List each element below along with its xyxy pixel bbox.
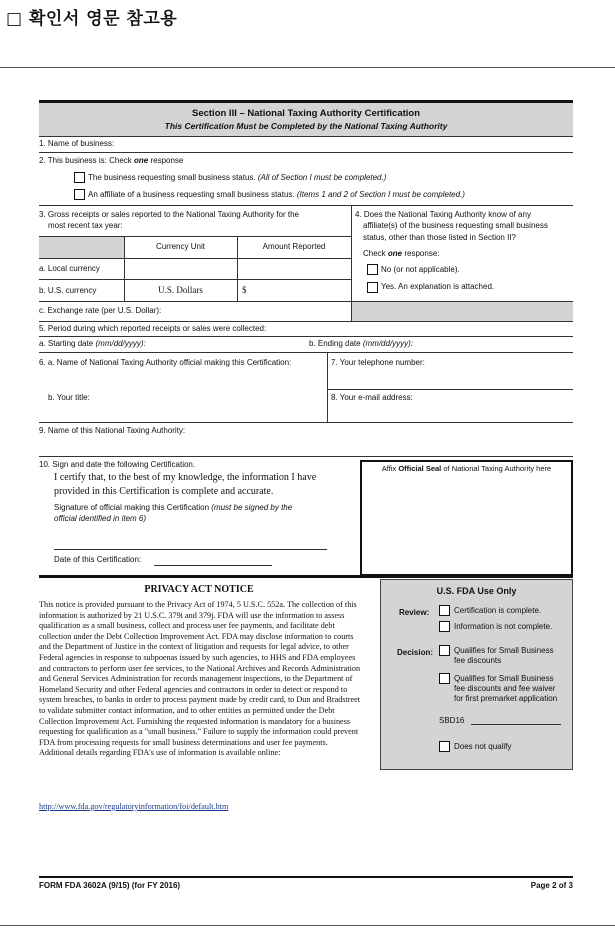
- q8-label: 8. Your e-mail address:: [331, 393, 413, 402]
- mid-rule: [39, 575, 573, 578]
- section-subtitle: This Certification Must be Completed by the National Taxing Authority: [164, 121, 448, 131]
- q4-check-label: Check one response:: [363, 249, 440, 258]
- decision-discount-l1: Qualifies for Small Business: [454, 646, 554, 655]
- seal-label: Affix Official Seal of National Taxing Authority here: [381, 464, 552, 473]
- q4-line3: status, other than those listed in Section II?: [363, 233, 516, 242]
- q3-label-line1: 3. Gross receipts or sales reported to the National Taxing Authority for the: [39, 210, 299, 219]
- seal-box: [360, 460, 573, 576]
- header-divider: [0, 67, 615, 68]
- sbd-line[interactable]: [471, 724, 561, 725]
- form-page: [39, 100, 573, 900]
- bottom-divider: [0, 925, 615, 926]
- q6a-label: 6. a. Name of National Taxing Authority official making this Certification:: [39, 358, 292, 367]
- q3-label-line2: most recent tax year:: [48, 221, 123, 230]
- q5-label: 5. Period during which reported receipts or sales were collected:: [39, 324, 267, 333]
- fda-decision-label: Decision:: [397, 648, 434, 657]
- q5-end: b. Ending date (mm/dd/yyyy):: [309, 339, 414, 348]
- q3-col-currency: Currency Unit: [156, 242, 205, 251]
- q4-no-label: No (or not applicable).: [381, 265, 460, 274]
- form-id: FORM FDA 3602A (9/15) (for FY 2016): [39, 881, 181, 890]
- q4-yes-checkbox[interactable]: [367, 282, 378, 293]
- q4-line1: 4. Does the National Taxing Authority know of any: [355, 210, 531, 219]
- sbd-label: SBD16: [439, 716, 465, 725]
- decision-waiver-l2: fee discounts and fee waiver: [454, 684, 556, 693]
- review-complete-checkbox[interactable]: [439, 605, 450, 616]
- q2-opt2-label: An affiliate of a business requesting small business status. (Items 1 and 2 of Section I must be completed.): [88, 190, 465, 199]
- decision-waiver-checkbox[interactable]: [439, 673, 450, 684]
- q2-label: 2. This business is: Check one response: [39, 156, 184, 165]
- q4-line2: affiliate(s) of the business requesting small business: [363, 221, 548, 230]
- q3-col-amount: Amount Reported: [262, 242, 326, 251]
- q2-opt2-checkbox[interactable]: [74, 189, 85, 200]
- q2-opt1-checkbox[interactable]: [74, 172, 85, 183]
- review-incomplete-checkbox[interactable]: [439, 621, 450, 632]
- decision-waiver-l1: Qualifies for Small Business: [454, 674, 554, 683]
- q3-c-shade: [352, 302, 573, 321]
- q9-label: 9. Name of this National Taxing Authority:: [39, 426, 186, 435]
- decision-discount-checkbox[interactable]: [439, 645, 450, 656]
- review-complete-label: Certification is complete.: [454, 606, 542, 615]
- q2-opt1-label: The business requesting small business status. (All of Section I must be completed.): [88, 173, 387, 182]
- privacy-link[interactable]: http://www.fda.gov/regulatoryinformation/foi/default.htm: [39, 802, 229, 811]
- q10-label: 10. Sign and date the following Certification.: [39, 460, 196, 469]
- q3-row-a: a. Local currency: [39, 264, 100, 273]
- q10-cert-line1: I certify that, to the best of my knowledge, the information I have: [54, 472, 317, 483]
- q10-sig-line1: Signature of official making this Certification (must be signed by the: [54, 503, 293, 512]
- date-line[interactable]: [154, 565, 272, 566]
- q10-cert-line2: provided in this Certification is complete and accurate.: [54, 486, 274, 497]
- q7-label: 7. Your telephone number:: [331, 358, 425, 367]
- q3-row-b: b. U.S. currency: [39, 286, 97, 295]
- privacy-body: This notice is provided pursuant to the Privacy Act of 1974, 5 U.S.C. 552a. The collection of this information is authorized by 21 U.S.C. 379i and 379j. FDA will use the information to assess qualification as a small business, collect and process user fee payments, and facilitate debt collection under the Debt Collection Improvement Act. FDA may disclose information to courts and the Department of Justice in the context of litigation and requests for legal advice, to other Federal agencies in response to subpoenas issued by such agencies, to HHS and FDA employees and contractors to perform user fee services, to the National Archives and Records Administration and General Services Administration for records management inspections, to the Department of Homeland Security and other Federal agencies and contractors in order to detect or respond to system breaches, to banks in order to process payment made by credit card, to Dun and Bradstreet to validate submitter contact information, and to other entities as permitted under the Debt Collection Improvement Act. Furnishing the requested information is mandatory for a business requesting for qualification as a "small business." Failure to supply the information could prevent FDA from processing requests for small business determinations and user fee payments. Additional details regarding FDA's use of information is available online:: [39, 600, 361, 758]
- decision-not-qualify-checkbox[interactable]: [439, 741, 450, 752]
- fda-title: U.S. FDA Use Only: [436, 586, 517, 596]
- review-incomplete-label: Information is not complete.: [454, 622, 553, 631]
- page-header: □ 확인서 영문 참고용: [6, 9, 178, 29]
- q10-date-label: Date of this Certification:: [54, 555, 142, 564]
- decision-not-qualify-label: Does not qualify: [454, 742, 512, 751]
- section-title: Section III – National Taxing Authority Certification: [191, 108, 421, 119]
- q3-row-b-unit: U.S. Dollars: [158, 285, 203, 295]
- q3-row-c: c. Exchange rate (per U.S. Dollar):: [39, 306, 162, 315]
- decision-discount-l2: fee discounts: [454, 656, 502, 665]
- privacy-title: PRIVACY ACT NOTICE: [144, 584, 254, 595]
- fda-review-label: Review:: [399, 608, 430, 617]
- q3-header-blank: [39, 236, 124, 258]
- page-number: Page 2 of 3: [530, 881, 573, 890]
- q4-yes-label: Yes. An explanation is attached.: [381, 282, 495, 291]
- signature-line[interactable]: [54, 549, 327, 550]
- q10-sig-line2: official identified in item 6): [54, 514, 147, 523]
- q6b-label: b. Your title:: [48, 393, 90, 402]
- q1-label: 1. Name of business:: [39, 139, 115, 148]
- q4-no-checkbox[interactable]: [367, 264, 378, 275]
- decision-waiver-l3: for first premarket application: [454, 694, 558, 703]
- footer-rule: [39, 876, 573, 878]
- q5-start: a. Starting date (mm/dd/yyyy):: [39, 339, 146, 348]
- q3-row-b-amount: $: [242, 285, 247, 295]
